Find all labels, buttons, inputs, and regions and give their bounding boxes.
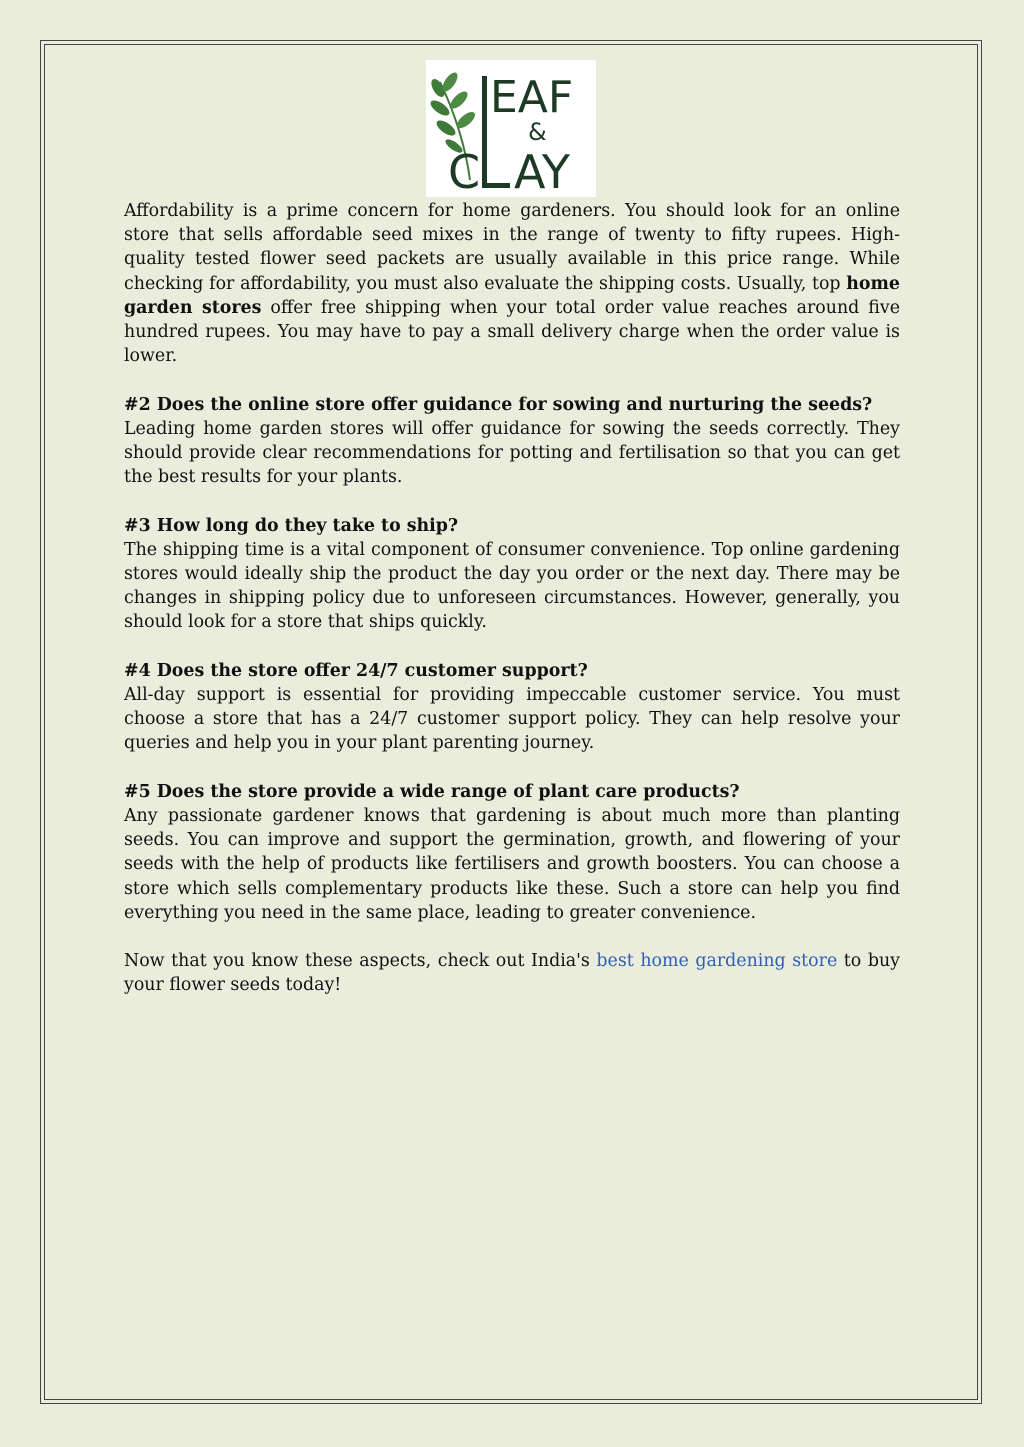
best-home-gardening-store-link[interactable]: best home gardening store [596,951,838,972]
home-garden-stores-bold: home garden stores [124,273,900,318]
intro-text: Affordability is a prime concern for home gardeners. You should look for an online store that sells affordable seed mixes in the range of twenty to fifty rupees. High-quality tested flower seed packets are usually available in this price range. While checking for affordability, you must also evaluate the shipping costs. Usually, top [124,201,900,294]
closing-paragraph [124,949,900,997]
section-heading: #2 Does the online store offer guidance for sowing and nurturing the seeds? [124,394,873,415]
section-heading: #5 Does the store provide a wide range of plant care products? [124,781,740,802]
intro-paragraph [124,199,900,368]
section-body: Any passionate gardener knows that gardening is about much more than planting seeds. You can improve and support the germination, growth, and flowering of your seeds with the help of products like fertilisers and growth boosters. You can choose a store which sells complementary products like these. Such a store can help you find everything you need in the same place, leading to greater convenience. [124,806,900,923]
intro-text-continued: offer free shipping when your total order value reaches around five hundred rupees. You may have to pay a small delivery charge when the order value is lower. [124,297,900,367]
leaf-and-clay-logo [426,60,596,197]
logo-text-ay: AY [514,145,570,197]
section-heading: #3 How long do they take to ship? [124,515,459,536]
section-heading: #4 Does the store offer 24/7 customer support? [124,660,588,681]
logo-text-eaf: EAF [490,72,574,123]
logo-text-c: C [448,145,481,197]
article-body [124,199,900,998]
section-body: Leading home garden stores will offer guidance for sowing the seeds correctly. They should provide clear recommendations for potting and fertilisation so that you can get the best results for your plants. [124,418,900,488]
closing-text-continued: to buy your flower seeds today! [124,951,900,996]
logo-ampersand: & [528,118,547,146]
closing-text: Now that you know these aspects, check out India's [124,951,597,972]
section-body: The shipping time is a vital component of consumer convenience. Top online gardening stores would ideally ship the product the day you order or the next day. There may be changes in shipping policy due to unforeseen circumstances. However, generally, you should look for a store that ships quickly. [124,539,900,633]
section-body: All-day support is essential for providing impeccable customer service. You must choose a store that has a 24/7 customer support policy. They can help resolve your queries and help you in your plant parenting journey. [124,685,900,754]
